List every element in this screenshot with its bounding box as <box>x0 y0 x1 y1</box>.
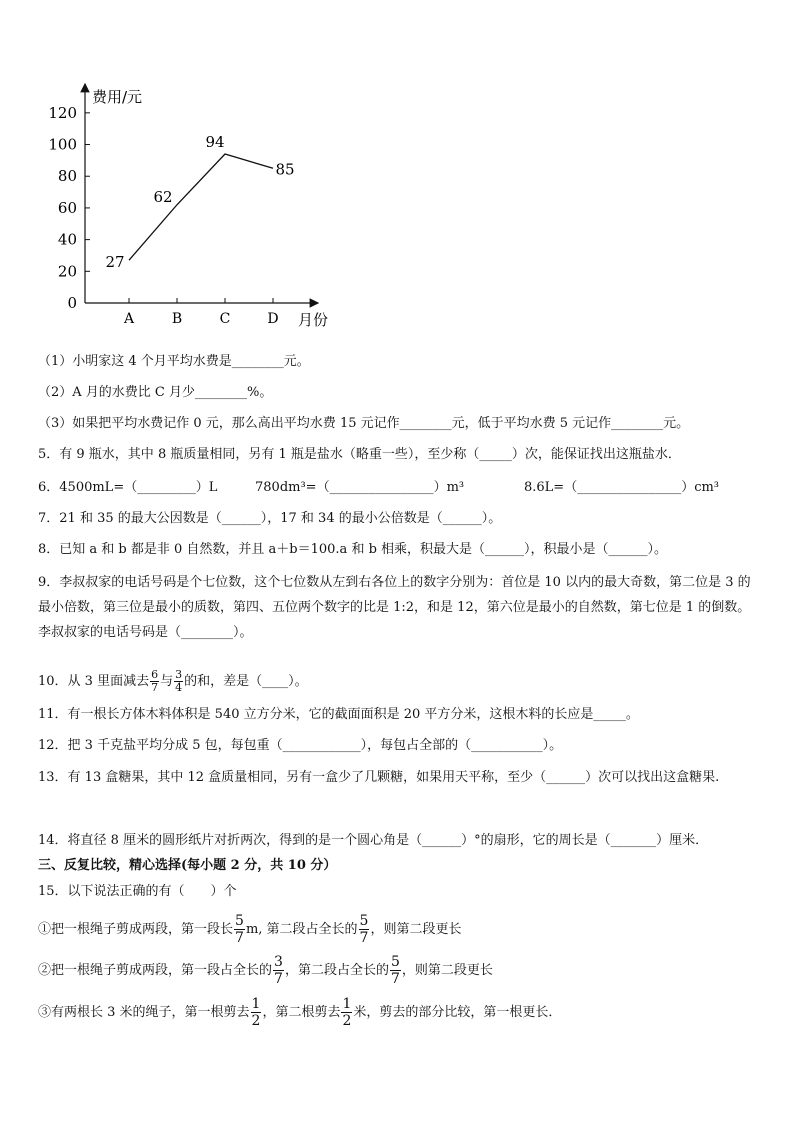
q10-fraction-2 <box>174 669 183 694</box>
option-1 <box>38 913 461 946</box>
o3-fraction-1 <box>251 996 262 1029</box>
o3-f2-denominator: 2 <box>342 1013 352 1029</box>
o1-text-a: ①把一根绳子剪成两段，第一段长 <box>38 922 234 937</box>
x-tick-label: D <box>267 311 279 327</box>
data-label: 94 <box>205 133 225 152</box>
question-14: 14．将直径 8 厘米的圆形纸片对折两次，得到的是一个圆心角是（______）°的扇形，它的周长是（_______）厘米． <box>38 833 709 848</box>
y-axis-title: 费用/元 <box>92 88 143 106</box>
o2-text-b: ，第二段占全长的 <box>284 963 389 978</box>
q10-text-mid: 与 <box>160 674 174 689</box>
data-label: 62 <box>153 187 173 206</box>
question-12: 12．把 3 千克盐平均分成 5 包，每包重（____________），每包占全部的（___________）。 <box>38 738 563 753</box>
o3-fraction-2 <box>341 996 352 1029</box>
o2-text-c: ，则第二段更长 <box>401 963 493 978</box>
x-axis-title: 月份 <box>298 311 329 329</box>
y-tick-label: 20 <box>57 262 77 281</box>
series-line <box>129 154 273 260</box>
question-10 <box>38 669 308 694</box>
question-6a: 6．4500mL=（_________）L <box>38 480 218 495</box>
question-sub-1: （1）小明家这 4 个月平均水费是________元。 <box>38 354 310 369</box>
y-tick-label: 0 <box>67 294 77 312</box>
o1-f1-numerator: 5 <box>235 913 244 929</box>
question-11: 11．有一根长方体木料体积是 540 立方分米，它的截面面积是 20 平方分米，这根木料的长应是_____。 <box>38 707 639 722</box>
section-3-title: 三、反复比较，精心选择(每小题 2 分，共 10 分） <box>38 858 337 873</box>
o3-f2-numerator: 1 <box>342 996 352 1012</box>
o3-text-c: 米，剪去的部分比较，第一根更长． <box>353 1005 562 1020</box>
o2-fraction-2 <box>390 954 401 987</box>
o2-f2-denominator: 7 <box>390 971 400 987</box>
water-fee-line-chart <box>40 78 340 333</box>
data-label: 27 <box>105 253 125 272</box>
question-6b: 780dm³=（________________）m³ <box>255 480 465 495</box>
data-label: 85 <box>275 160 295 179</box>
q10-f1-denominator: 7 <box>151 681 159 694</box>
y-tick-label: 80 <box>57 167 77 186</box>
o2-f2-numerator: 5 <box>390 954 400 970</box>
option-3 <box>38 996 561 1029</box>
question-9: 9．李叔叔家的电话号码是个七位数，这个七位数从左到右各位上的数字分别为：首位是 10 以内的最大奇数，第二位是 3 的最小倍数，第三位是最小的质数，第四、五位两个数字的比是 1:2，和是 12，第六位是最小的自然数，第七位是 1 的倒数。李叔叔家的电话号码是（________）。 <box>38 575 751 640</box>
q10-fraction-1 <box>150 669 159 694</box>
o1-fraction-1 <box>234 913 245 946</box>
q10-f1-numerator: 6 <box>151 668 159 681</box>
o1-fraction-2 <box>359 913 370 946</box>
o1-text-b: m, 第二段占全长的 <box>245 922 358 937</box>
y-tick-label: 40 <box>57 230 77 249</box>
x-tick-label: C <box>219 311 231 327</box>
o1-f1-denominator: 7 <box>235 930 244 946</box>
x-tick-label: B <box>171 311 183 327</box>
question-5: 5．有 9 瓶水，其中 8 瓶质量相同，另有 1 瓶是盐水（略重一些），至少称（_____）次，能保证找出这瓶盐水． <box>38 447 681 462</box>
o1-f2-numerator: 5 <box>359 913 369 929</box>
y-tick-label: 100 <box>48 135 77 154</box>
q10-text-a: 10．从 3 里面减去 <box>38 674 150 689</box>
question-sub-2: （2）A 月的水费比 C 月少________%。 <box>38 385 273 400</box>
q10-f2-denominator: 4 <box>175 681 183 694</box>
question-13: 13．有 13 盒糖果，其中 12 盒质量相同，另有一盒少了几颗糖，如果用天平称，至少（______）次可以找出这盒糖果. <box>38 770 720 785</box>
o3-f1-denominator: 2 <box>251 1013 261 1029</box>
question-7: 7．21 和 35 的最大公因数是（______），17 和 34 的最小公倍数是（______）。 <box>38 511 502 526</box>
o1-f2-denominator: 7 <box>359 930 369 946</box>
o1-text-c: ，则第二段更长 <box>370 922 462 937</box>
o2-fraction-1 <box>273 954 284 987</box>
o2-f1-denominator: 7 <box>274 971 283 987</box>
question-sub-3: （3）如果把平均水费记作 0 元，那么高出平均水费 15 元记作________元，低于平均水费 5 元记作________元。 <box>38 416 690 431</box>
q10-text-b: 的和，差是（____）。 <box>184 674 308 689</box>
question-6c: 8.6L=（________________）cm³ <box>524 480 720 495</box>
o3-text-a: ③有两根长 3 米的绳子，第一根剪去 <box>38 1005 250 1020</box>
question-8: 8．已知 a 和 b 都是非 0 自然数，并且 a＋b＝100.a 和 b 相乘，积最大是（______），积最小是（______）。 <box>38 542 668 557</box>
question-15: 15．以下说法正确的有（ ）个 <box>38 884 237 899</box>
option-2 <box>38 954 493 987</box>
x-tick-label: A <box>123 311 135 327</box>
o2-text-a: ②把一根绳子剪成两段，第一段占全长的 <box>38 963 273 978</box>
q10-f2-numerator: 3 <box>175 668 183 681</box>
o3-text-b: ，第二根剪去 <box>262 1005 341 1020</box>
o3-f1-numerator: 1 <box>251 996 261 1012</box>
o2-f1-numerator: 3 <box>274 954 283 970</box>
y-tick-label: 120 <box>48 103 77 122</box>
y-tick-label: 60 <box>57 198 77 217</box>
